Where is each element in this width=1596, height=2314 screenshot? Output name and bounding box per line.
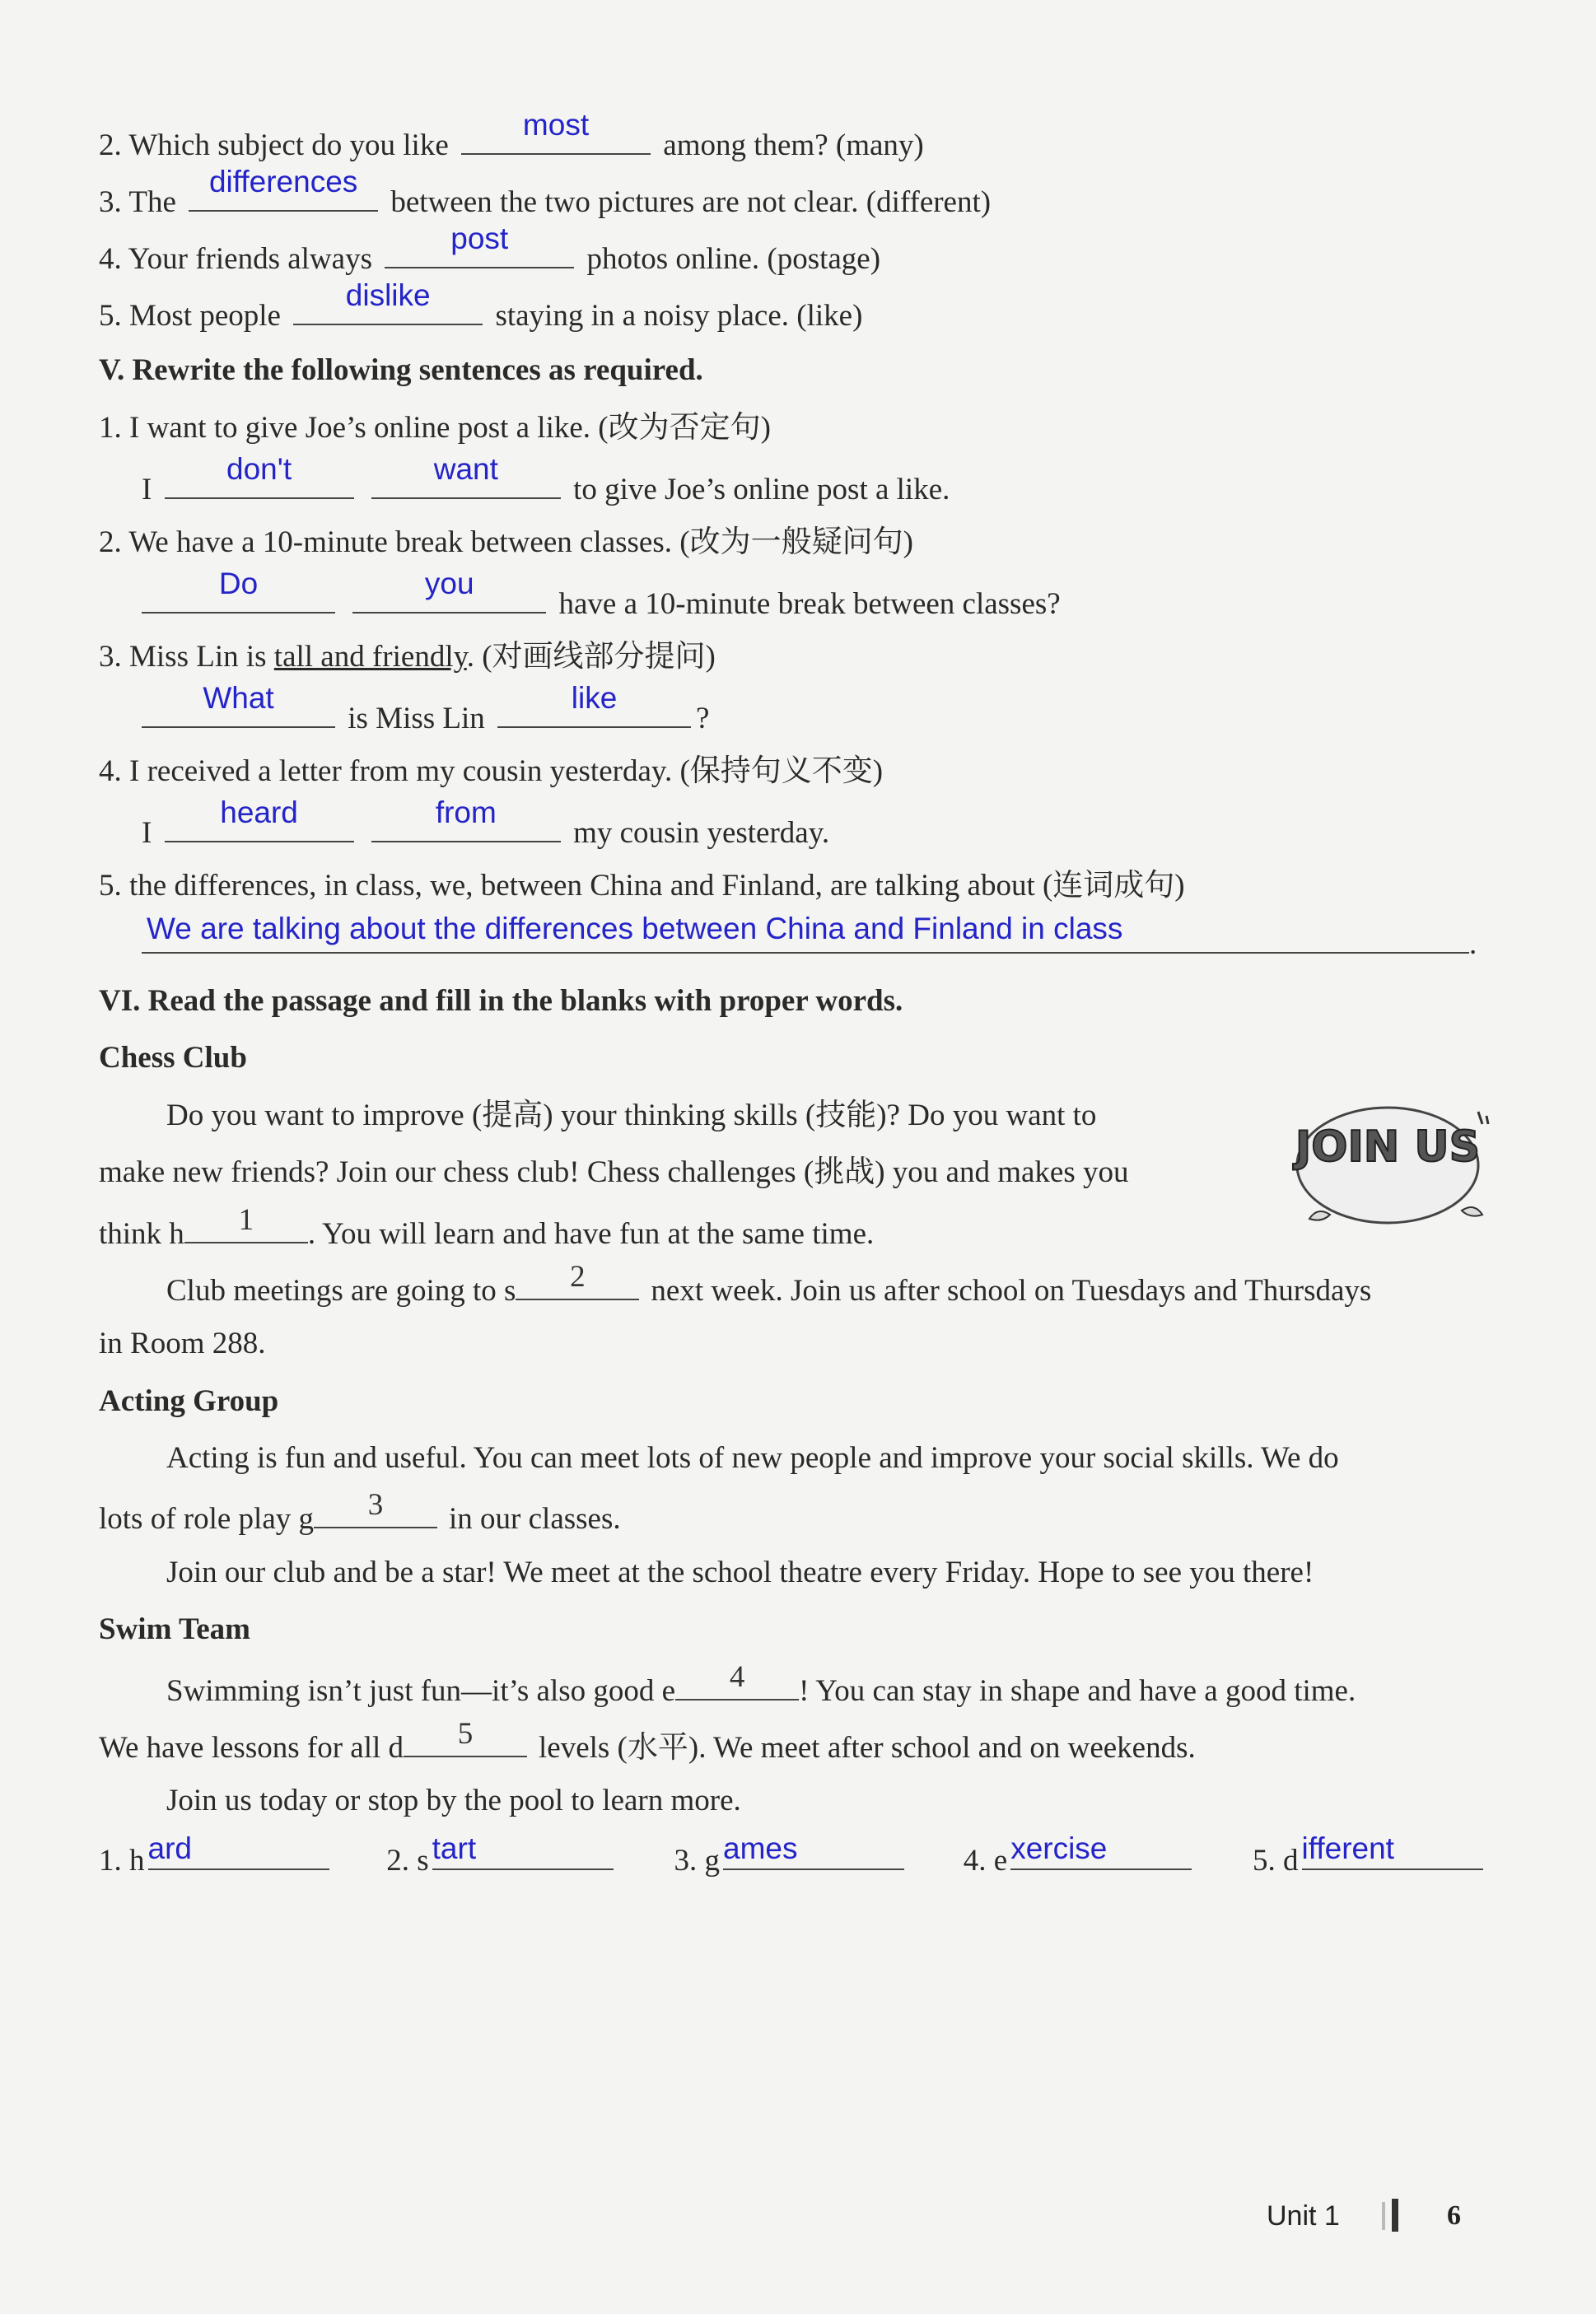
item-4-4: 4. Your friends always post photos online. (postage) — [99, 222, 881, 276]
answer-blank[interactable]: like — [497, 697, 691, 728]
answer-blank[interactable]: tart — [432, 1839, 614, 1870]
chess-club-title: Chess Club — [99, 1041, 247, 1075]
answer-blank[interactable]: heard — [165, 811, 354, 842]
swim-team-title: Swim Team — [99, 1612, 251, 1646]
passage-blank-1[interactable]: 1 — [184, 1212, 308, 1243]
answer-blank[interactable]: differences — [189, 180, 378, 212]
q5-1-prompt: 1. I want to give Joe’s online post a like. (改为否定句) — [99, 411, 771, 445]
q5-3-answer-line: What is Miss Lin like ? — [142, 697, 709, 737]
item-4-5: 5. Most people dislike staying in a noisy place. (like) — [99, 278, 863, 333]
section-6-heading: VI. Read the passage and fill in the blanks with proper words. — [99, 984, 903, 1018]
q5-1-answer-line: I don't want to give Joe’s online post a like. — [142, 452, 950, 506]
chess-line-5: in Room 288. — [99, 1327, 266, 1360]
q5-2-answer-line: Do you have a 10-minute break between classes? — [142, 582, 1061, 623]
footer-divider — [1392, 2199, 1398, 2232]
acting-group-title: Acting Group — [99, 1384, 279, 1418]
footer-divider — [1382, 2202, 1385, 2230]
item-4-2: 2. Which subject do you like most among them? (many) — [99, 108, 924, 162]
answer-blank[interactable]: xercise — [1010, 1839, 1192, 1870]
passage-blank-3[interactable]: 3 — [314, 1497, 437, 1528]
answer-blank[interactable]: We are talking about the differences between China and Finland in class — [142, 916, 1469, 954]
answer-blank[interactable]: post — [385, 237, 574, 268]
swim-line-2: We have lessons for all d 5 levels (水平). We meet after school and on weekends. — [99, 1717, 1196, 1765]
join-us-text: JOIN US — [1295, 1122, 1481, 1172]
q5-4-prompt: 4. I received a letter from my cousin yesterday. (保持句义不变) — [99, 754, 884, 788]
answer-blank[interactable]: ames — [723, 1839, 904, 1870]
answer-item-5: 5. d ifferent — [1253, 1839, 1483, 1879]
chess-line-4: Club meetings are going to s 2 next week. Join us after school on Tuesdays and Thursdays — [166, 1260, 1372, 1308]
answer-blank[interactable]: dislike — [293, 294, 483, 325]
acting-line-2: lots of role play g 3 in our classes. — [99, 1488, 621, 1536]
answer-blank[interactable]: most — [461, 124, 651, 155]
answer-item-1: 1. h ard — [99, 1839, 379, 1879]
q5-4-answer-line: I heard from my cousin yesterday. — [142, 795, 830, 850]
q5-2-prompt: 2. We have a 10-minute break between classes. (改为一般疑问句) — [99, 525, 913, 559]
section-5-heading: V. Rewrite the following sentences as required. — [99, 353, 703, 387]
answer-blank[interactable]: ifferent — [1302, 1839, 1483, 1870]
answer-item-3: 3. g ames — [674, 1839, 956, 1879]
acting-line-1: Acting is fun and useful. You can meet lots of new people and improve your social skills. We do — [166, 1441, 1339, 1475]
acting-line-3: Join our club and be a star! We meet at the school theatre every Friday. Hope to see you there! — [166, 1556, 1314, 1589]
passage-blank-2[interactable]: 2 — [516, 1269, 639, 1300]
answer-item-2: 2. s tart — [386, 1839, 666, 1879]
q5-5-answer-line: We are talking about the differences between China and Finland in class . — [142, 916, 1477, 963]
answer-blank[interactable]: Do — [142, 582, 335, 613]
passage-blank-4[interactable]: 4 — [675, 1669, 799, 1701]
item-4-3: 3. The differences between the two pictures are not clear. (different) — [99, 165, 992, 219]
page-number: 6 — [1447, 2200, 1461, 2231]
answer-item-4: 4. e xercise — [964, 1839, 1245, 1879]
swim-line-3: Join us today or stop by the pool to learn more. — [166, 1784, 741, 1817]
answer-blank[interactable]: want — [371, 468, 561, 499]
swim-line-1: Swimming isn’t just fun—it’s also good e 4 ! You can stay in shape and have a good time. — [166, 1660, 1356, 1708]
chess-line-1: Do you want to improve (提高) your thinking skills (技能)? Do you want to — [166, 1099, 1097, 1132]
answer-blank[interactable]: you — [352, 582, 546, 613]
answer-blank[interactable]: What — [142, 697, 335, 728]
answer-blank[interactable]: ard — [148, 1839, 329, 1870]
answers-row — [99, 1831, 1483, 1879]
q5-3-prompt: 3. Miss Lin is tall and friendly. (对画线部分提问) — [99, 640, 716, 674]
unit-label: Unit 1 — [1267, 2200, 1340, 2232]
join-us-graphic — [1285, 1095, 1491, 1243]
passage-blank-5[interactable]: 5 — [404, 1726, 527, 1757]
answer-blank[interactable]: from — [371, 811, 561, 842]
q5-5-prompt: 5. the differences, in class, we, between China and Finland, are talking about (连词成句) — [99, 869, 1185, 903]
chess-line-3: think h 1 . You will learn and have fun at the same time. — [99, 1203, 875, 1251]
chess-line-2: make new friends? Join our chess club! Chess challenges (挑战) you and makes you — [99, 1155, 1129, 1189]
answer-blank[interactable]: don't — [165, 468, 354, 499]
